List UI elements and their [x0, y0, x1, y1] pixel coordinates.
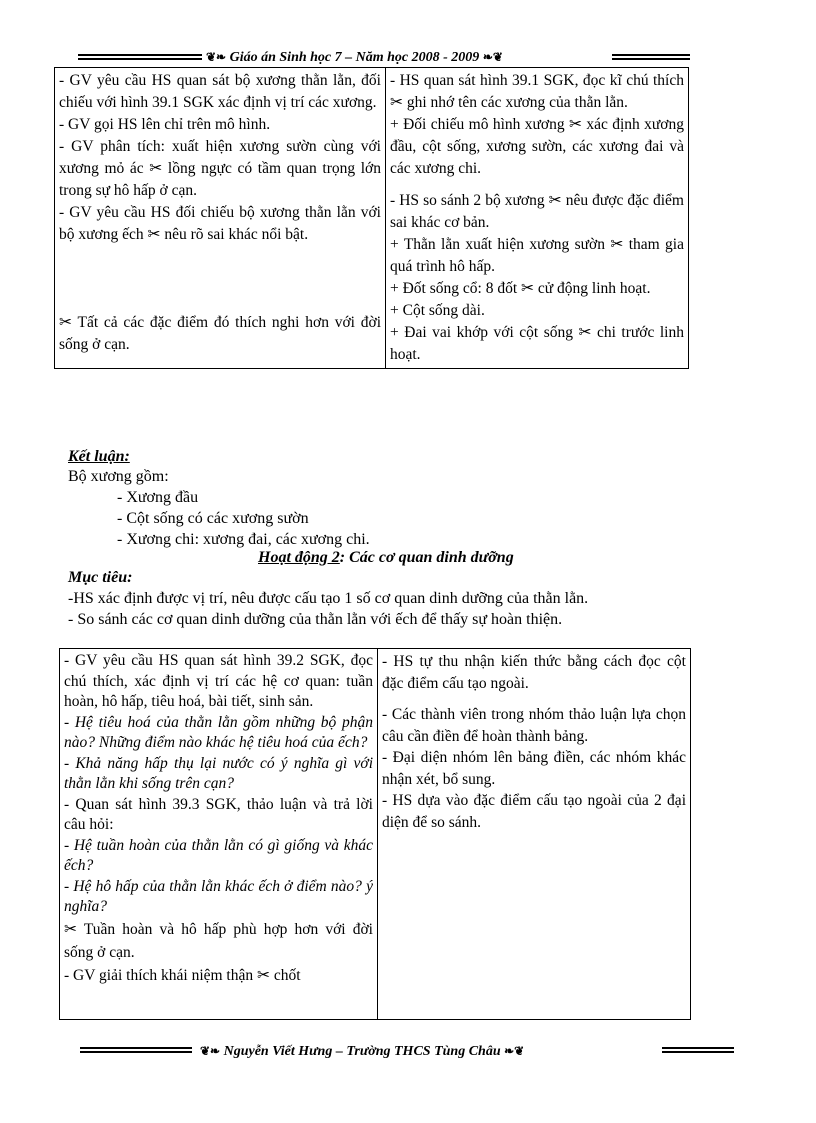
list-item: - Xương chi: xương đai, các xương chi. [117, 531, 370, 548]
activity1-table [54, 67, 689, 369]
list-item: - HS dựa vào đặc điểm cấu tạo ngoài của 2 đại diện để so sánh. [382, 792, 686, 831]
activity2-label: Hoạt động 2 [258, 549, 340, 566]
list-item: - HS tự thu nhận kiến thức bằng cách đọc cột đặc điểm cấu tạo ngoài. [382, 653, 686, 692]
header-rule-right [612, 54, 690, 61]
list-item: ✂ Tất cả các đặc điểm đó thích nghi hơn với đời sống ở cạn. [59, 314, 381, 353]
list-item: - GV yêu cầu HS quan sát bộ xương thằn lằn, đối chiếu với hình 39.1 SGK xác định vị trí các xương. [59, 72, 381, 111]
footer-rule-left [80, 1047, 192, 1054]
header-rule-left [78, 54, 202, 61]
list-item: - Đại diện nhóm lên bảng điền, các nhóm khác nhận xét, bổ sung. [382, 749, 686, 788]
footer-text [200, 1044, 524, 1060]
list-item: - GV gọi HS lên chỉ trên mô hình. [59, 116, 271, 133]
list-item: - Các thành viên trong nhóm thảo luận lựa chọn câu cần điền để hoàn thành bảng. [382, 706, 686, 745]
student-activities-cell [378, 649, 691, 1020]
table-row [55, 68, 689, 369]
conclusion-heading: Kết luận: [68, 448, 130, 465]
list-item: + Đốt sống cổ: 8 đốt ✂ cử động linh hoạt. [390, 280, 651, 297]
list-item: -HS xác định được vị trí, nêu được cấu tạo 1 số cơ quan dinh dưỡng của thằn lằn. [68, 590, 589, 607]
table-row [60, 649, 691, 1020]
header-ornament-right-icon: ❧❦ [482, 50, 503, 64]
list-item: - Hệ tuần hoàn của thằn lằn có gì giống và khác ếch? [64, 836, 373, 874]
footer-author: Nguyễn Viết Hưng – Trường THCS Tùng Châu [223, 1044, 501, 1059]
teacher-activities-cell [55, 68, 386, 369]
list-item: + Cột sống dài. [390, 302, 485, 319]
list-item: - GV phân tích: xuất hiện xương sườn cùng với xương mỏ ác ✂ lồng ngực có tầm quan trọng lớn trong sự hô hấp ở cạn. [59, 138, 381, 199]
header-title: Giáo án Sinh học 7 – Năm học 2008 - 2009 [229, 50, 480, 65]
header-text [206, 50, 503, 66]
list-item: - Xương đầu [117, 489, 199, 506]
footer-ornament-left-icon: ❦❧ [200, 1044, 221, 1058]
list-item: - HS quan sát hình 39.1 SGK, đọc kĩ chú thích ✂ ghi nhớ tên các xương của thằn lằn. [390, 72, 684, 111]
list-item: - Khả năng hấp thụ lại nước có ý nghĩa gì với thằn lằn khi sống trên cạn? [64, 754, 373, 792]
list-item: + Đai vai khớp với cột sống ✂ chi trước linh hoạt. [390, 324, 684, 363]
activity2-table [59, 648, 691, 1020]
page-footer [80, 1043, 734, 1061]
list-item: - GV yêu cầu HS đối chiếu bộ xương thằn lằn với bộ xương ếch ✂ nêu rõ sai khác nổi bật. [59, 204, 381, 243]
list-item: - GV yêu cầu HS quan sát hình 39.2 SGK, đọc chú thích, xác định vị trí các hệ cơ quan: tuần hoàn, hô hấp, tiêu hoá, bài tiết, sinh sản. [64, 652, 373, 710]
list-item: + Đối chiếu mô hình xương ✂ xác định xương đầu, cột sống, xương sườn, các xương đai và các xương chi. [390, 116, 684, 177]
student-activities-cell [386, 68, 689, 369]
footer-ornament-right-icon: ❧❦ [504, 1044, 525, 1058]
list-item: ✂ Tuần hoàn và hô hấp phù hợp hơn với đời sống ở cạn. [64, 920, 373, 961]
teacher-activities-cell [60, 649, 378, 1020]
list-item: - Quan sát hình 39.3 SGK, thảo luận và trả lời câu hỏi: [64, 795, 373, 833]
conclusion-intro: Bộ xương gồm: [68, 468, 169, 485]
list-item: - So sánh các cơ quan dinh dưỡng của thằn lằn với ếch để thấy sự hoàn thiện. [68, 611, 563, 628]
list-item: - GV giải thích khái niệm thận ✂ chốt [64, 966, 301, 984]
objectives-heading: Mục tiêu: [68, 569, 133, 586]
activity2-heading [258, 548, 514, 568]
list-item: - Hệ hô hấp của thằn lằn khác ếch ở điểm nào? ý nghĩa? [64, 877, 373, 915]
list-item: - Cột sống có các xương sườn [117, 510, 309, 527]
list-item: - Hệ tiêu hoá của thằn lằn gồm những bộ phận nào? Những điểm nào khác hệ tiêu hoá của ếch? [64, 713, 373, 751]
list-item: + Thằn lằn xuất hiện xương sườn ✂ tham gia quá trình hô hấp. [390, 236, 684, 275]
header-ornament-left-icon: ❦❧ [206, 50, 227, 64]
page-header [78, 50, 690, 66]
footer-rule-right [662, 1047, 734, 1054]
activity2-title: : Các cơ quan dinh dưỡng [339, 549, 514, 566]
list-item: - HS so sánh 2 bộ xương ✂ nêu được đặc điểm sai khác cơ bản. [390, 192, 684, 231]
